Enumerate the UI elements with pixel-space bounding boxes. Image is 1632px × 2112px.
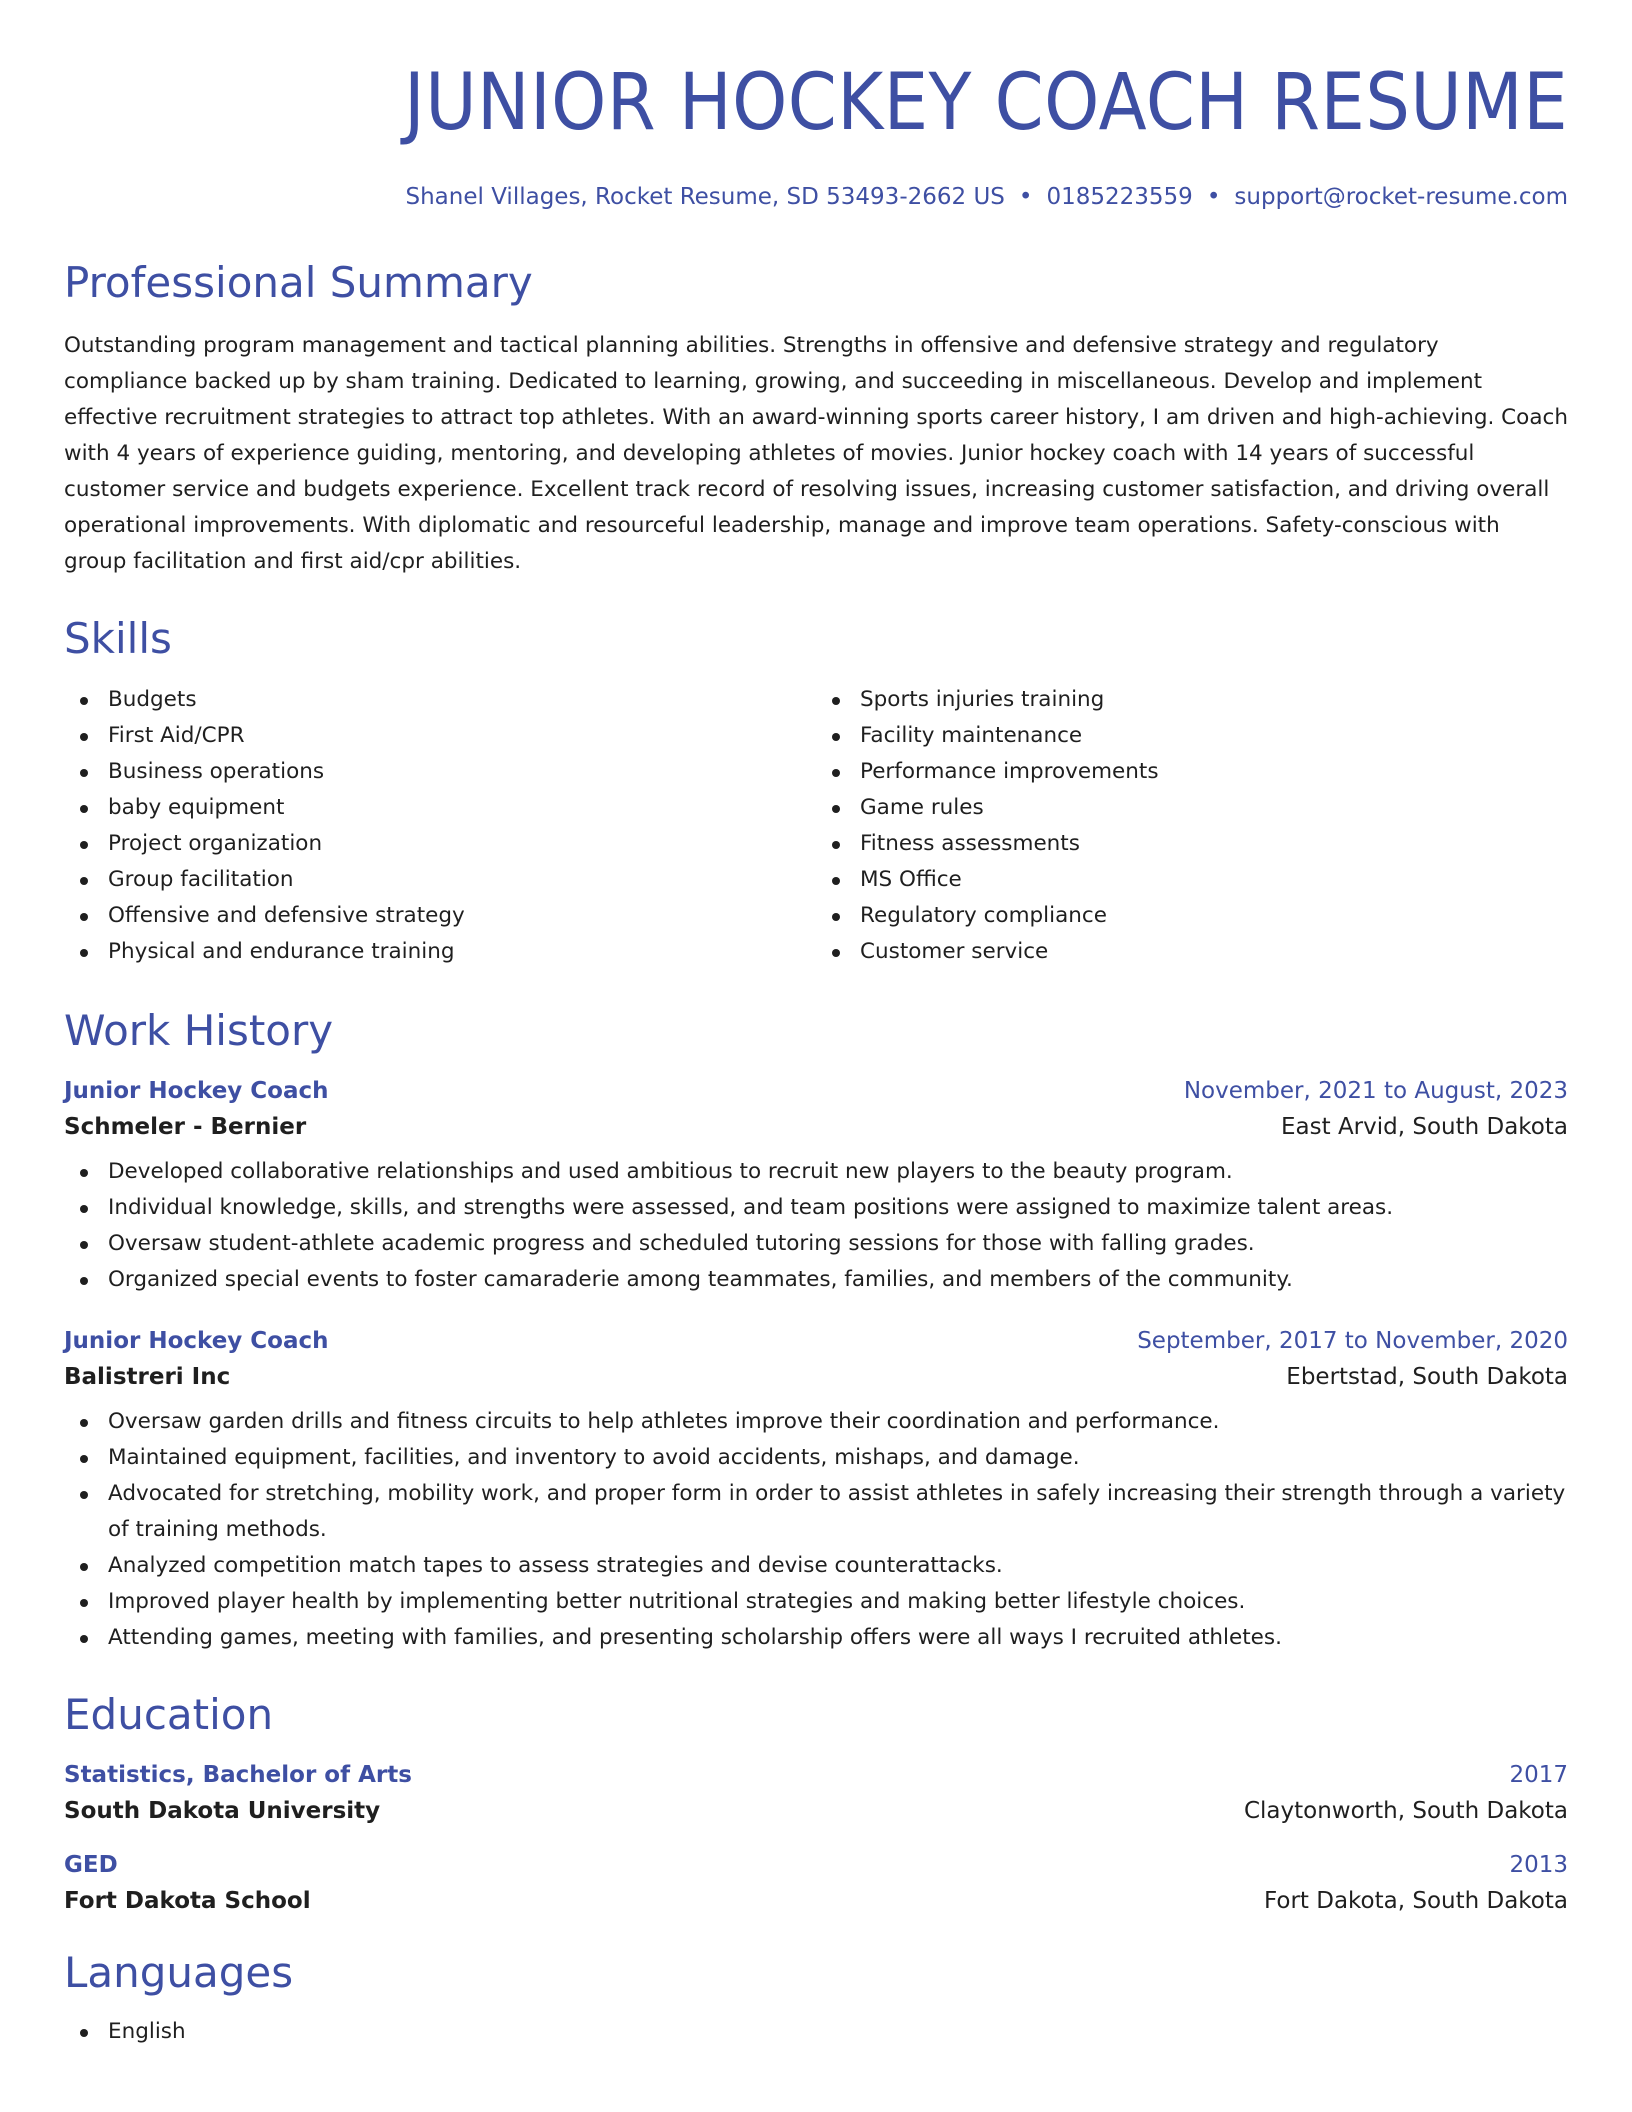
skill-item: MS Office xyxy=(816,862,1568,898)
job-location: Ebertstad, South Dakota xyxy=(1286,1364,1568,1390)
job-company: Balistreri Inc xyxy=(64,1364,231,1390)
skill-item: Physical and endurance training xyxy=(64,934,816,970)
job-company-row xyxy=(64,1114,1568,1140)
skill-item: Business operations xyxy=(64,754,816,790)
skill-item: Fitness assessments xyxy=(816,826,1568,862)
education-year: 2017 xyxy=(1509,1762,1568,1788)
job-header-row xyxy=(64,1078,1568,1104)
contact-separator: • xyxy=(1206,184,1221,210)
skill-item: Offensive and defensive strategy xyxy=(64,898,816,934)
contact-phone: 0185223559 xyxy=(1046,184,1193,210)
languages-list xyxy=(64,2014,1568,2050)
job-bullet: Individual knowledge, skills, and strengths were assessed, and team positions were assigned to maximize talent areas. xyxy=(64,1190,1568,1226)
skill-item: Sports injuries training xyxy=(816,682,1568,718)
education-location: Fort Dakota, South Dakota xyxy=(1263,1888,1568,1914)
job-role: Junior Hockey Coach xyxy=(64,1078,329,1104)
education-entry xyxy=(64,1852,1568,1914)
skill-item: First Aid/CPR xyxy=(64,718,816,754)
contact-email[interactable]: support@rocket-resume.com xyxy=(1234,184,1568,210)
skill-item: Game rules xyxy=(816,790,1568,826)
skill-item: Regulatory compliance xyxy=(816,898,1568,934)
education-entry xyxy=(64,1762,1568,1824)
job-dates: September, 2017 to November, 2020 xyxy=(1137,1328,1568,1354)
job-bullet: Oversaw garden drills and fitness circuits to help athletes improve their coordination and performance. xyxy=(64,1404,1568,1440)
job-bullet: Maintained equipment, facilities, and inventory to avoid accidents, mishaps, and damage. xyxy=(64,1440,1568,1476)
job-bullet: Developed collaborative relationships and used ambitious to recruit new players to the beauty program. xyxy=(64,1154,1568,1190)
education-school-row xyxy=(64,1888,1568,1914)
job-bullet: Oversaw student-athlete academic progress and scheduled tutoring sessions for those with falling grades. xyxy=(64,1226,1568,1262)
education-header-row xyxy=(64,1762,1568,1788)
education-degree: Statistics, Bachelor of Arts xyxy=(64,1762,412,1788)
job-entry xyxy=(64,1328,1568,1656)
resume-title: JUNIOR HOCKEY COACH RESUME xyxy=(404,58,1568,148)
contact-line xyxy=(64,184,1568,210)
education-location: Claytonworth, South Dakota xyxy=(1243,1798,1568,1824)
job-role: Junior Hockey Coach xyxy=(64,1328,329,1354)
job-location: East Arvid, South Dakota xyxy=(1281,1114,1568,1140)
education-school: Fort Dakota School xyxy=(64,1888,311,1914)
job-dates: November, 2021 to August, 2023 xyxy=(1183,1078,1568,1104)
job-bullet: Organized special events to foster camaraderie among teammates, families, and members of the community. xyxy=(64,1262,1568,1298)
job-bullet: Improved player health by implementing better nutritional strategies and making better lifestyle choices. xyxy=(64,1584,1568,1620)
work-history-heading: Work History xyxy=(64,1006,334,1055)
skills-list xyxy=(64,682,1568,970)
job-company: Schmeler - Bernier xyxy=(64,1114,307,1140)
skill-item: Performance improvements xyxy=(816,754,1568,790)
skills-heading: Skills xyxy=(64,614,172,663)
skill-item: Customer service xyxy=(816,934,1568,970)
skill-item: Budgets xyxy=(64,682,816,718)
language-item: English xyxy=(64,2014,1568,2050)
job-bullet: Attending games, meeting with families, and presenting scholarship offers were all ways I recruited athletes. xyxy=(64,1620,1568,1656)
summary-text: Outstanding program management and tactical planning abilities. Strengths in offensive and defensive strategy and regulatory compliance backed up by sham training. Dedicated to learning, growing, and succeeding in miscellaneous. Develop and implement effective recruitment strategies to attract top athletes. With an award-winning sports career history, I am driven and high-achieving. Coach with 4 years of experience guiding, mentoring, and developing athletes of movies. Junior hockey coach with 14 years of successful customer service and budgets experience. Excellent track record of resolving issues, increasing customer satisfaction, and driving overall operational improvements. With diplomatic and resourceful leadership, manage and improve team operations. Safety-conscious with group facilitation and first aid/cpr abilities. xyxy=(64,333,1568,574)
job-bullet: Advocated for stretching, mobility work, and proper form in order to assist athletes in safely increasing their strength through a variety of training methods. xyxy=(64,1476,1568,1548)
education-degree: GED xyxy=(64,1852,118,1878)
job-header-row xyxy=(64,1328,1568,1354)
education-header-row xyxy=(64,1852,1568,1878)
skill-item: Facility maintenance xyxy=(816,718,1568,754)
job-entry xyxy=(64,1078,1568,1298)
skills-column-left xyxy=(64,682,816,970)
languages-heading: Languages xyxy=(64,1948,294,1997)
skill-item: Group facilitation xyxy=(64,862,816,898)
education-heading: Education xyxy=(64,1690,274,1739)
job-bullets xyxy=(64,1154,1568,1298)
skill-item: baby equipment xyxy=(64,790,816,826)
contact-address: Shanel Villages, Rocket Resume, SD 53493-2662 US xyxy=(405,184,1005,210)
contact-separator: • xyxy=(1018,184,1033,210)
education-school-row xyxy=(64,1798,1568,1824)
job-bullets xyxy=(64,1404,1568,1656)
skill-item: Project organization xyxy=(64,826,816,862)
education-school: South Dakota University xyxy=(64,1798,381,1824)
summary-heading: Professional Summary xyxy=(64,258,533,307)
skills-column-right xyxy=(816,682,1568,970)
education-year: 2013 xyxy=(1509,1852,1568,1878)
job-company-row xyxy=(64,1364,1568,1390)
job-bullet: Analyzed competition match tapes to assess strategies and devise counterattacks. xyxy=(64,1548,1568,1584)
